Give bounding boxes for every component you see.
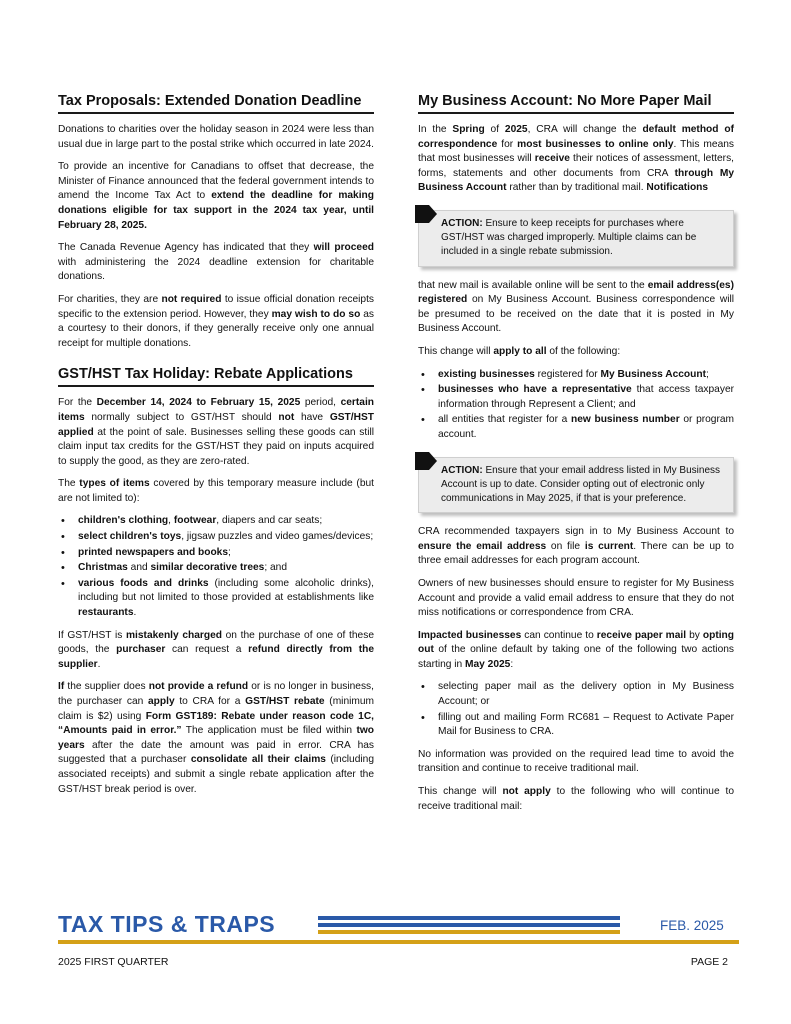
action-flag-icon [415,205,437,223]
section-title: My Business Account: No More Paper Mail [418,92,734,114]
section-gst-hst-holiday [58,365,374,797]
right-column [418,92,734,822]
newsletter-title: TAX TIPS & TRAPS [58,911,276,937]
opt-out-list [418,680,734,739]
paragraph: In the Spring of 2025, CRA will change the default method of correspondence for most businesses to online only. This means that most businesses will receive their notices of assessment, letters, forms, statements and other documents from CRA through My Business Account rather than by traditional mail. Notifications [418,124,734,194]
list-item: • existing businesses registered for My Business Account; [418,368,734,383]
list-item: • printed newspapers and books; [58,546,374,561]
paragraph: This change will apply to all of the following: [418,345,621,357]
section-donation-deadline [58,92,374,351]
list-item: • all entities that register for a new business number or program account. [418,413,734,442]
apply-list [418,368,734,443]
list-item: • select children's toys, jigsaw puzzles and video games/devices; [58,530,374,545]
paragraph: The Canada Revenue Agency has indicated that they will proceed with administering the 2024 deadline extension for charitable donations. [58,242,374,283]
action-flag-icon [415,452,437,470]
list-item: • various foods and drinks (including some alcoholic drinks), including but not limited to those provided at establishments like restaurants. [58,577,374,621]
items-list [58,514,374,620]
paragraph: For charities, they are not required to issue official donation receipts specific to the extension period. However, they may wish to do so as a courtesy to their donors, if they generally receive only one annual receipt for multiple donations. [58,293,374,349]
paragraph: If the supplier does not provide a refund or is no longer in business, the purchaser can apply to CRA for a GST/HST rebate (minimum claim is $2) using Form GST189: Rebate under reason code 1C, “Amounts paid in error.” The application must be filed within two years after the date the amount was paid in error. CRA has suggested that a purchaser consolidate all their claims (including associated receipts) and submit a single rebate application after the GST/HST break period is over. [58,681,375,795]
paragraph: For the December 14, 2024 to February 15, 2025 period, certain items normally subject to GST/HST should not have GST/HST applied at the point of sale. Businesses selling these goods can still claim input tax credits for the GST/HST they paid on inputs acquired to supply the good, as they are zero-rated. [58,397,375,467]
list-item: • selecting paper mail as the delivery option in My Business Account; or [418,680,734,709]
list-item: • businesses who have a representative that access taxpayer information through Represent a Client; and [418,383,734,412]
section-title: GST/HST Tax Holiday: Rebate Applications [58,365,374,387]
issue-date: FEB. 2025 [660,918,724,933]
footer-gold-line [58,940,739,944]
paragraph: CRA recommended taxpayers sign in to My Business Account to ensure the email address on file is current. There can be up to three email addresses for each program account. [418,526,734,567]
list-item: • filling out and mailing Form RC681 – Request to Activate Paper Mail for Business to CRA. [418,711,734,740]
paragraph: This change will not apply to the following who will continue to receive traditional mail: [418,786,735,812]
paragraph: To provide an incentive for Canadians to offset that decrease, the Minister of Finance announced that the federal government intends to amend the Income Tax Act to extend the deadline for making donations eligible for tax support in the 2024 tax year, until February 28, 2025. [58,161,374,231]
paragraph: If GST/HST is mistakenly charged on the purchase of one of these goods, the purchaser can request a refund directly from the supplier. [58,629,374,670]
list-item: • children's clothing, footwear, diapers and car seats; [58,514,374,529]
gold-bar [318,930,620,934]
section-title: Tax Proposals: Extended Donation Deadline [58,92,374,114]
left-column [58,92,374,807]
action-callout: ACTION: Ensure to keep receipts for purchases where GST/HST was charged improperly. Multiple claims can be included in a single rebate submission. [418,210,734,267]
paragraph: Owners of new businesses should ensure to register for My Business Account and provide a valid email address to ensure that they do not miss notifications or correspondence from CRA. [418,577,734,619]
paragraph: Donations to charities over the holiday season in 2024 were less than usual due in large part to the postal strike which occurred in late 2024. [58,124,374,150]
page-number: PAGE 2 [690,956,728,968]
paragraph: No information was provided on the required lead time to avoid the transition and continue to receive traditional mail. [418,748,734,775]
list-item: • Christmas and similar decorative trees; and [58,561,374,576]
paragraph: Impacted businesses can continue to receive paper mail by opting out of the online default by taking one of the following two actions starting in May 2025: [418,629,735,670]
action-callout: ACTION: Ensure that your email address listed in My Business Account is up to date. Consider opting out of electronic only communications in May 2025, if that is your preference. [418,457,734,514]
blue-bar [318,923,620,927]
footer-decoration-bars [318,916,620,937]
quarter-label: 2025 FIRST QUARTER [58,956,169,968]
paragraph: that new mail is available online will be sent to the email address(es) registered on My Business Account. Business correspondence will be presumed to be received on the date that it is posted in My Business Account. [418,279,734,335]
paragraph: The types of items covered by this temporary measure include (but are not limited to): [58,478,374,504]
blue-bar [318,916,620,920]
